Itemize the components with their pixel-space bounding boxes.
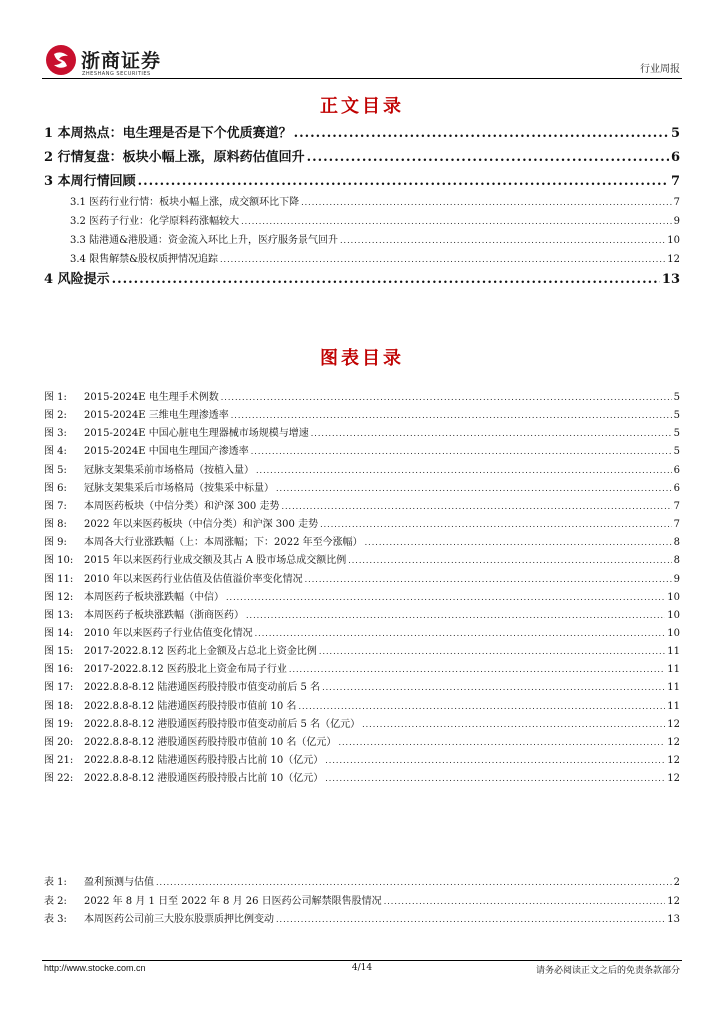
item-number: 图 4: (44, 446, 67, 458)
table-list-item[interactable] (44, 873, 680, 888)
company-name-cn: 浙商证券 (81, 50, 162, 72)
item-page: 12 (667, 736, 680, 748)
toc-item-page: 7 (670, 174, 680, 189)
item-page: 7 (673, 519, 680, 531)
item-number: 图 6: (44, 482, 67, 494)
table-list-item[interactable] (44, 910, 680, 925)
figure-list-item[interactable] (44, 769, 680, 784)
item-number: 图 1: (44, 392, 67, 403)
item-number: 图 18: (44, 700, 74, 712)
toc-item[interactable] (44, 170, 680, 189)
toc-item-label: 3.4 限售解禁&股权质押情况追踪 (70, 254, 218, 265)
figure-list-item[interactable] (44, 624, 680, 639)
figure-list-item[interactable] (44, 678, 680, 693)
toc-item[interactable] (70, 193, 680, 208)
figure-list-item[interactable] (44, 533, 680, 548)
footer-url[interactable]: http://www.stocke.com.cn (44, 963, 146, 973)
item-label: 本周医药公司前三大股东股票质押比例变动 (84, 914, 274, 925)
figure-list-item[interactable] (44, 388, 680, 403)
figure-list-item[interactable] (44, 497, 680, 512)
item-page: 8 (673, 555, 680, 567)
figure-list-item[interactable] (44, 660, 680, 675)
toc-item[interactable] (70, 212, 680, 227)
header-divider (42, 78, 682, 79)
item-label: 2022.8.8-8.12 陆港通医药股持股占比前 10（亿元） (84, 755, 324, 766)
figure-list-item[interactable] (44, 551, 680, 566)
item-page: 12 (667, 755, 680, 766)
toc-item[interactable] (44, 146, 680, 165)
toc-item[interactable] (70, 231, 680, 246)
figure-list-item[interactable] (44, 715, 680, 730)
item-page: 5 (673, 428, 680, 440)
item-number: 表 3: (44, 914, 67, 925)
item-page: 13 (667, 914, 680, 925)
item-number: 图 3: (44, 428, 67, 440)
item-number: 图 2: (44, 410, 67, 422)
item-number: 图 8: (44, 519, 67, 531)
toc-item-label: 3.2 医药子行业：化学原料药涨幅较大 (70, 216, 240, 227)
item-number: 图 16: (44, 664, 74, 676)
item-label: 2022.8.8-8.12 陆港通医药股持股市值前 10 名 (84, 700, 297, 712)
toc-item-page: 7 (673, 197, 680, 208)
item-number: 图 21: (44, 755, 74, 766)
item-number: 图 17: (44, 682, 74, 694)
item-label: 2015-2024E 中国心脏电生理器械市场规模与增速 (84, 428, 309, 440)
item-number: 图 10: (44, 555, 74, 567)
item-number: 图 15: (44, 646, 74, 658)
item-page: 8 (673, 537, 680, 549)
item-page: 10 (667, 609, 680, 621)
figure-list-item[interactable] (44, 697, 680, 712)
figure-list-item[interactable] (44, 479, 680, 494)
figure-list-item[interactable] (44, 442, 680, 457)
item-label: 本周医药子板块涨跌幅（中信） (84, 591, 224, 603)
item-page: 11 (667, 682, 680, 694)
toc-item-page: 5 (670, 126, 680, 141)
page-number: 4/14 (351, 963, 373, 973)
toc-item-label: 1 本周热点：电生理是否是下个优质赛道？ (44, 126, 292, 141)
item-label: 2015-2024E 电生理手术例数 (84, 392, 219, 403)
figure-list-item[interactable] (44, 606, 680, 621)
item-page: 10 (667, 627, 680, 639)
item-number: 图 7: (44, 500, 67, 512)
footer-divider (42, 960, 682, 961)
table-list-item[interactable] (44, 892, 680, 907)
item-number: 图 22: (44, 773, 74, 785)
item-page: 12 (667, 773, 680, 785)
item-label: 本周医药子板块涨跌幅（浙商医药） (84, 609, 244, 621)
figure-list-item[interactable] (44, 751, 680, 766)
toc-item-page: 12 (667, 254, 680, 265)
disclaimer-note: 请务必阅读正文之后的免责条款部分 (535, 966, 680, 976)
item-page: 5 (673, 446, 680, 458)
item-page: 11 (667, 646, 680, 658)
toc-item-label: 2 行情复盘：板块小幅上涨，原料药估值回升 (44, 150, 305, 165)
item-page: 9 (673, 573, 680, 585)
item-label: 本周各大行业涨跌幅（上：本周涨幅；下：2022 年至今涨幅） (84, 537, 363, 549)
item-page: 12 (667, 895, 680, 907)
figure-list-item[interactable] (44, 570, 680, 585)
item-label: 2010 年以来医药子行业估值变化情况 (84, 627, 253, 639)
item-label: 2015-2024E 三维电生理渗透率 (84, 410, 229, 422)
toc-item[interactable] (70, 250, 680, 265)
item-label: 冠脉支架集采后市场格局（按集采中标量） (84, 482, 274, 494)
item-label: 2015 年以来医药行业成交额及其占 A 股市场总成交额比例 (84, 555, 347, 567)
toc-item-page: 10 (667, 235, 680, 246)
item-number: 图 14: (44, 627, 74, 639)
item-number: 图 9: (44, 537, 67, 549)
item-number: 图 12: (44, 591, 74, 603)
logo-mark-icon (45, 44, 77, 76)
item-label: 2022.8.8-8.12 港股通医药股持股市值前 10 名（亿元） (84, 736, 337, 748)
company-logo (45, 44, 165, 78)
figure-list-item[interactable] (44, 461, 680, 476)
toc-item-label: 3 本周行情回顾 (44, 174, 136, 189)
toc-item[interactable] (44, 268, 680, 287)
item-number: 图 20: (44, 736, 74, 748)
item-page: 5 (673, 410, 680, 422)
figure-list-item[interactable] (44, 515, 680, 530)
item-page: 11 (667, 700, 680, 712)
item-label: 2017-2022.8.12 医药股北上资金布局子行业 (84, 664, 287, 676)
item-label: 2015-2024E 中国电生理国产渗透率 (84, 446, 249, 458)
item-label: 2022.8.8-8.12 港股通医药股持股市值变动前后 5 名（亿元） (84, 718, 361, 730)
item-number: 图 5: (44, 464, 67, 476)
item-label: 2022 年以来医药板块（中信分类）和沪深 300 走势 (84, 519, 319, 531)
item-page: 5 (673, 392, 680, 403)
item-number: 图 13: (44, 609, 74, 621)
figure-list-item[interactable] (44, 406, 680, 421)
item-number: 表 2: (44, 895, 67, 907)
item-page: 12 (667, 718, 680, 730)
toc-item[interactable] (44, 122, 680, 141)
figure-list-item[interactable] (44, 588, 680, 603)
item-page: 7 (673, 500, 680, 512)
item-number: 图 19: (44, 718, 74, 730)
item-label: 2022.8.8-8.12 陆港通医药股持股市值变动前后 5 名 (84, 682, 321, 694)
company-name-en: ZHESHANG SECURITIES (82, 71, 151, 77)
figure-list-item[interactable] (44, 642, 680, 657)
item-number: 图 11: (44, 573, 74, 585)
item-label: 2017-2022.8.12 医药北上金额及占总北上资金比例 (84, 646, 317, 658)
toc-item-page: 6 (670, 150, 680, 165)
toc-item-page: 13 (661, 272, 680, 287)
item-label: 盈利预测与估值 (84, 877, 154, 888)
toc-item-label: 3.3 陆港通&港股通：资金流入环比上升，医疗服务景气回升 (70, 235, 338, 246)
item-page: 6 (673, 464, 680, 476)
report-type: 行业周报 (640, 64, 680, 75)
item-label: 2022.8.8-8.12 港股通医药股持股占比前 10（亿元） (84, 773, 324, 785)
figure-list-item[interactable] (44, 733, 680, 748)
item-page: 11 (667, 664, 680, 676)
item-page: 10 (667, 591, 680, 603)
toc-item-label: 3.1 医药行业行情：板块小幅上涨，成交额环比下降 (70, 197, 300, 208)
figures-title: 图表目录 (320, 348, 404, 369)
toc-item-page: 9 (673, 216, 680, 227)
item-label: 2022 年 8 月 1 日至 2022 年 8 月 26 日医药公司解禁限售股情况 (84, 895, 382, 907)
item-page: 6 (673, 482, 680, 494)
contents-title: 正文目录 (320, 96, 404, 117)
item-label: 本周医药板块（中信分类）和沪深 300 走势 (84, 500, 280, 512)
toc-item-label: 4 风险提示 (44, 272, 110, 287)
item-label: 冠脉支架集采前市场格局（按植入量） (84, 464, 254, 476)
item-number: 表 1: (44, 877, 67, 888)
item-page: 2 (673, 877, 680, 888)
figure-list-item[interactable] (44, 424, 680, 439)
item-label: 2010 年以来医药行业估值及估值溢价率变化情况 (84, 573, 303, 585)
